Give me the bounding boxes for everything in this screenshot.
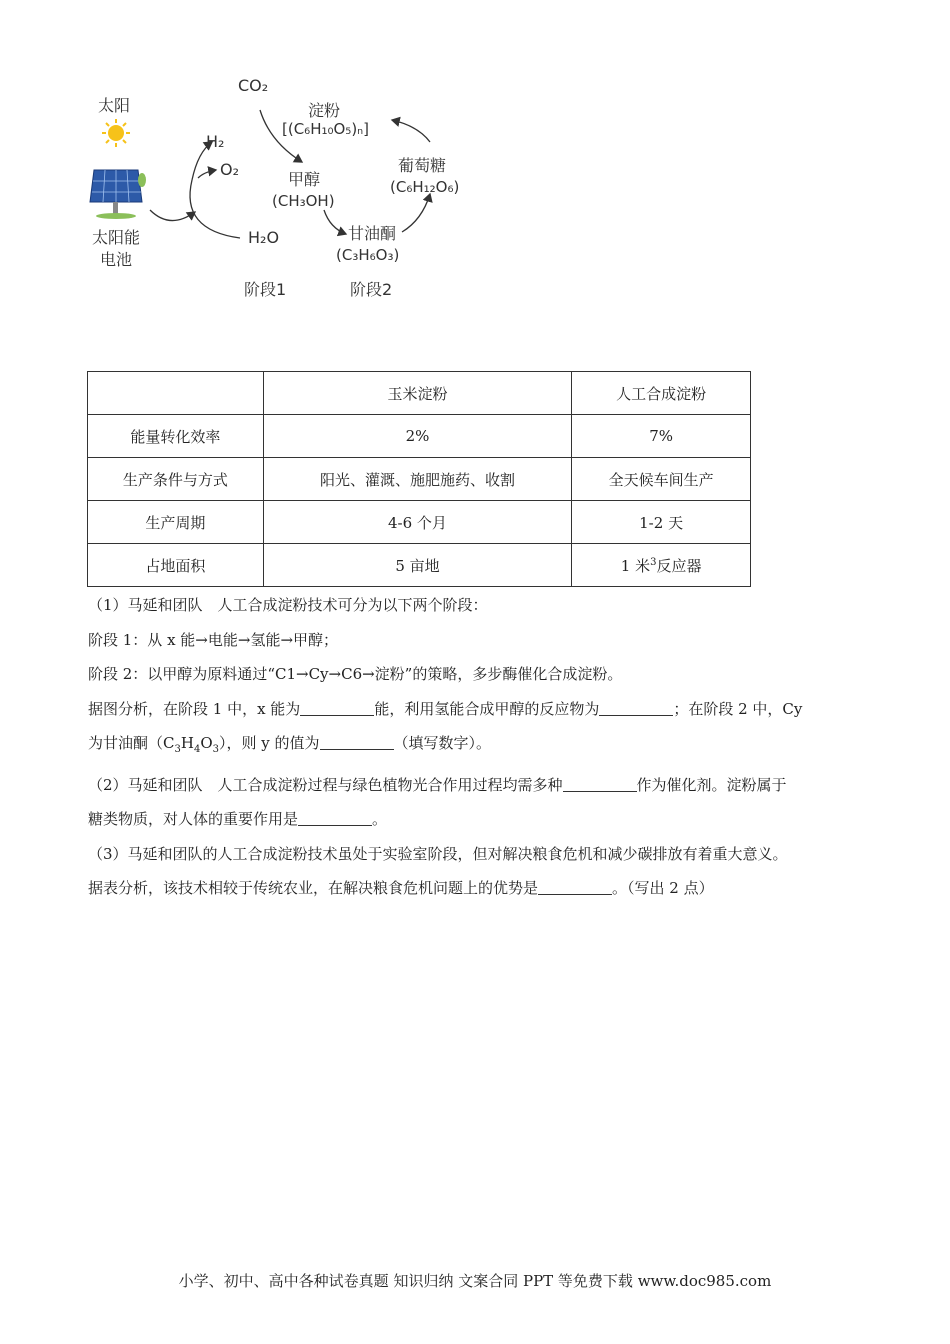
glycerone-formula: (C₃H₆O₃) [336,246,400,264]
text-span: 糖类物质，对人体的重要作用是 [88,810,299,828]
starch-label: 淀粉 [308,101,341,120]
table-cell: 1-2 天 [572,501,751,544]
q2-line-1 [88,768,878,803]
text-span: 。 [372,810,388,828]
q1-intro: （1）马延和团队 人工合成淀粉技术可分为以下两个阶段： [88,596,488,614]
starch-synthesis-diagram [80,70,480,310]
panel-label-2: 电池 [100,250,133,269]
subscript: 3 [174,744,181,755]
table-row [88,415,751,458]
text-span: 据表分析，该技术相较于传统农业，在解决粮食危机问题上的优势是 [88,879,539,897]
table-row [88,458,751,501]
glucose-label: 葡萄糖 [398,156,447,175]
text-span: 作为催化剂。淀粉属于 [636,775,787,794]
table-cell: 占地面积 [88,544,264,587]
text-span: ），则 y 的值为 [219,734,320,752]
table-cell: 7% [572,415,751,458]
table-cell: 全天候车间生产 [572,458,751,501]
glycerone-label: 甘油酮 [348,224,397,243]
text-span: 据图分析，在阶段 1 中，x 能为 [88,699,301,718]
table-cell: 4-6 个月 [263,501,572,544]
answer-blank[interactable] [599,699,673,716]
text-span: H [180,734,194,752]
table-header-cell: 玉米淀粉 [263,372,572,415]
q3-line-2 [88,871,878,906]
answer-blank[interactable] [320,733,394,750]
q1-line-2 [88,726,878,768]
h2o-label: H₂O [248,228,280,247]
text-span: O [200,734,213,752]
table-row [88,501,751,544]
table-header-cell: 人工合成淀粉 [572,372,751,415]
table-cell: 能量转化效率 [88,415,264,458]
answer-blank[interactable] [563,775,637,792]
q1-line-1 [88,692,878,727]
q2-line-2 [88,802,878,837]
volume-value: 1 米 [620,556,651,575]
table-cell: 2% [263,415,572,458]
answer-blank[interactable] [538,878,612,895]
co2-label: CO₂ [238,76,269,95]
h2-label: H₂ [206,132,225,151]
table-header-row [88,372,751,415]
stage2-line: 阶段 2：以甲醇为原料通过“C1→Cy→C6→淀粉”的策略，多步酶催化合成淀粉。 [88,665,623,683]
starch-formula: [(C₆H₁₀O₅)ₙ] [282,120,369,138]
text-span: （填写数字）。 [393,734,492,752]
solar-panel-icon [90,170,146,219]
panel-label-1: 太阳能 [92,228,141,247]
table-cell: 生产周期 [88,501,264,544]
methanol-label: 甲醇 [288,170,321,189]
subscript: 4 [193,744,201,755]
glucose-formula: (C₆H₁₂O₆) [390,178,460,196]
question-text [88,588,878,906]
stage2-label: 阶段2 [350,280,393,299]
sun-icon [102,119,130,147]
text-span: （2）马延和团队 人工合成淀粉过程与绿色植物光合作用过程均需多种 [88,775,563,794]
volume-exponent: 3 [650,556,657,568]
table-cell: 5 亩地 [263,544,572,587]
comparison-table [87,371,751,587]
stage1-line: 阶段 1：从 x 能→电能→氢能→甲醇； [88,630,339,649]
text-span: ；在阶段 2 中，Cy [673,699,803,718]
table-cell: 阳光、灌溉、施肥施药、收割 [263,458,572,501]
table-cell: 生产条件与方式 [88,458,264,501]
stage1-label: 阶段1 [244,280,287,299]
answer-blank[interactable] [298,809,372,826]
o2-label: O₂ [220,160,240,179]
text-span: 能，利用氢能合成甲醇的反应物为 [374,699,600,718]
volume-unit: 反应器 [656,556,702,575]
sun-label: 太阳 [98,96,131,115]
answer-blank[interactable] [300,699,374,716]
table-cell [572,544,751,587]
q3-line-1: （3）马延和团队的人工合成淀粉技术虽处于实验室阶段，但对解决粮食危机和减少碳排放有着重大意义。 [88,844,788,863]
text-span: 。（写出 2 点） [612,879,714,897]
table-row [88,544,751,587]
subscript: 3 [212,744,220,755]
methanol-formula: (CH₃OH) [272,192,335,210]
page-footer: 小学、初中、高中各种试卷真题 知识归纳 文案合同 PPT 等免费下载 www.doc985.com [178,1272,772,1290]
text-span: 为甘油酮（C [88,734,175,752]
table-header-cell [88,372,264,415]
